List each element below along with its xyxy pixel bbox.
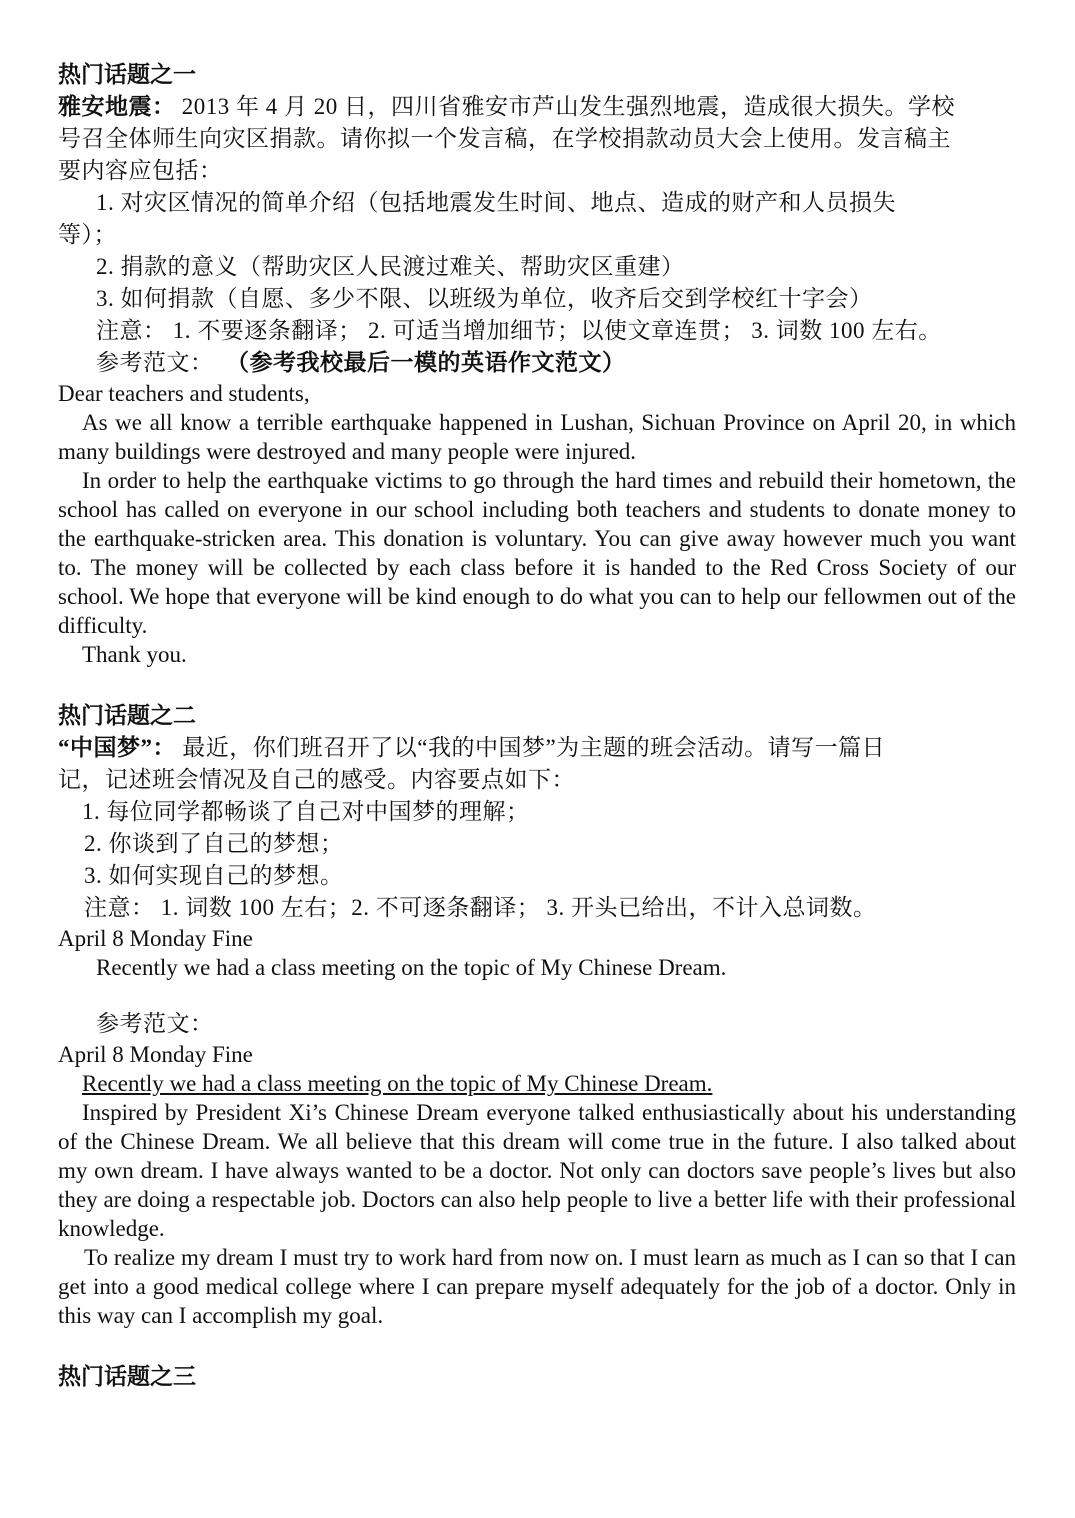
topic1-prompt-text1: 2013 年 4 月 20 日，四川省雅安市芦山发生强烈地震，造成很大损失。学校 [175,94,955,119]
topic1-paragraph-2: In order to help the earthquake victims to go through the hard times and rebuild their hometown, the school has called on everyone in our school including both teachers and students to donate money to the earthquake-stricken area. This donation is voluntary. You can give away however much you want to. The money will be collected by each class before it is handed to the Red Cross Society of our school. We hope that everyone will be kind enough to do what you can to help our fellowmen out of the difficulty. [58,468,1016,638]
topic1-prompt-line1 [58,91,1016,123]
topic1-prompt-line2: 号召全体师生向灾区捐款。请你拟一个发言稿，在学校捐款动员大会上使用。发言稿主 [58,126,951,151]
topic2-given-opening: Recently we had a class meeting on the topic of My Chinese Dream. [96,955,727,980]
topic2-item1: 1. 每位同学都畅谈了自己对中国梦的理解； [82,799,530,824]
section-spacer [58,669,1016,699]
topic2-note: 注意： 1. 词数 100 左右；2. 不可逐条翻译； 3. 开头已给出，不计入总词数。 [84,895,877,920]
section-spacer [58,1330,1016,1360]
topic2-date-line: April 8 Monday Fine [58,926,253,951]
topic2-item2: 2. 你谈到了自己的梦想； [84,831,344,856]
topic2-ref-opening [58,1069,1016,1098]
topic1-item3: 3. 如何捐款（自愿、多少不限、以班级为单位，收齐后交到学校红十字会） [96,286,873,311]
topic1-item2: 2. 捐款的意义（帮助灾区人民渡过难关、帮助灾区重建） [96,254,685,279]
topic2-heading: 热门话题之二 [58,703,196,728]
topic1-note: 注意： 1. 不要逐条翻译； 2. 可适当增加细节；以使文章连贯； 3. 词数 100 左右。 [96,318,942,343]
topic1-heading: 热门话题之一 [58,62,196,87]
topic1-title: 雅安地震： [58,94,176,119]
topic2-paragraph-2: To realize my dream I must try to work hard from now on. I must learn as much as I can so that I can get into a good medical college where I can prepare myself adequately for the job of a doctor. Only in this way can I accomplish my goal. [58,1245,1016,1328]
topic1-paragraph-1: As we all know a terrible earthquake happened in Lushan, Sichuan Province on April 20, in which many buildings were destroyed and many people were injured. [58,410,1016,464]
document-page [58,58,1016,1393]
topic1-ref-note: （参考我校最后一模的英语作文范文） [226,350,626,375]
topic2-prompt-text1: 最近，你们班召开了以“我的中国梦”为主题的班会活动。请写一篇日 [176,735,886,760]
topic2-ref-date-line: April 8 Monday Fine [58,1042,253,1067]
topic1-item1-line2: 等）； [58,222,117,247]
topic1-salutation: Dear teachers and students, [58,381,310,406]
topic2-paragraph-1: Inspired by President Xi’s Chinese Dream everyone talked enthusiastically about his understanding of the Chinese Dream. We all believe that this dream will come true in the future. I also talked about my own dream. I have always wanted to be a doctor. Not only can doctors save people’s lives but also they are doing a respectable job. Doctors can also help people to live a better life with their professional knowledge. [58,1100,1016,1241]
topic1-item1-line1: 1. 对灾区情况的简单介绍（包括地震发生时间、地点、造成的财产和人员损失 [96,190,896,215]
topic2-ref-opening-text: Recently we had a class meeting on the topic of My Chinese Dream. [82,1071,713,1096]
section-spacer [58,982,1016,1008]
topic2-prompt-line1 [58,732,1016,764]
topic1-closing: Thank you. [82,642,187,667]
topic2-ref-label: 参考范文： [96,1011,214,1036]
topic2-title: “中国梦”： [58,735,176,760]
topic1-reference-line [58,347,1016,379]
topic1-prompt-line3: 要内容应包括： [58,158,223,183]
topic2-item3: 3. 如何实现自己的梦想。 [84,863,344,888]
topic1-ref-label: 参考范文： [96,350,214,375]
topic3-heading: 热门话题之三 [58,1364,196,1389]
topic2-prompt-line2: 记，记述班会情况及自己的感受。内容要点如下： [58,767,575,792]
